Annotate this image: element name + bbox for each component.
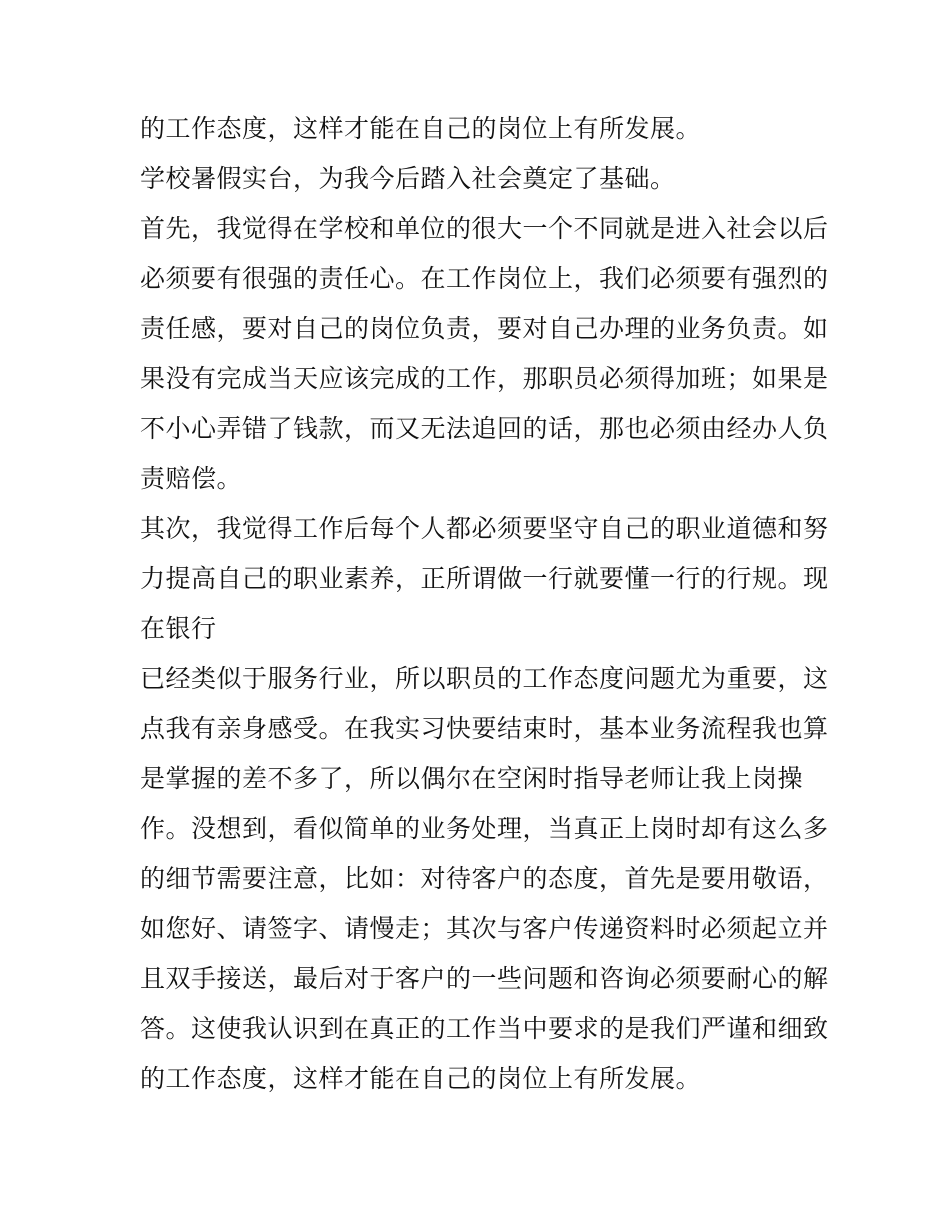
text-line: 不小心弄错了钱款，而又无法追回的话，那也必须由经办人负	[140, 414, 829, 443]
text-line: 责任感，要对自己的岗位负责，要对自己办理的业务负责。如	[140, 314, 829, 343]
text-line: 首先，我觉得在学校和单位的很大一个不同就是进入社会以后	[140, 214, 829, 243]
text-line: 是掌握的差不多了，所以偶尔在空闲时指导老师让我上岗操	[140, 764, 804, 793]
text-line: 学校暑假实台，为我今后踏入社会奠定了基础。	[140, 164, 676, 193]
text-line: 答。这使我认识到在真正的工作当中要求的是我们严谨和细致	[140, 1014, 829, 1043]
text-line: 果没有完成当天应该完成的工作，那职员必须得加班；如果是	[140, 364, 829, 393]
text-line: 点我有亲身感受。在我实习快要结束时，基本业务流程我也算	[140, 714, 829, 743]
text-line: 的工作态度，这样才能在自己的岗位上有所发展。	[140, 1064, 702, 1093]
document-body	[140, 104, 829, 1104]
text-line: 在银行	[140, 614, 217, 643]
text-line: 必须要有很强的责任心。在工作岗位上，我们必须要有强烈的	[140, 264, 829, 293]
text-line: 已经类似于服务行业，所以职员的工作态度问题尤为重要，这	[140, 664, 829, 693]
text-line: 力提高自己的职业素养，正所谓做一行就要懂一行的行规。现	[140, 564, 829, 593]
text-line: 的细节需要注意，比如：对待客户的态度，首先是要用敬语，	[140, 864, 829, 893]
text-line: 责赔偿。	[140, 464, 243, 493]
text-line: 其次，我觉得工作后每个人都必须要坚守自己的职业道德和努	[140, 514, 829, 543]
text-line: 且双手接送，最后对于客户的一些问题和咨询必须要耐心的解	[140, 964, 829, 993]
text-line: 作。没想到，看似简单的业务处理，当真正上岗时却有这么多	[140, 814, 829, 843]
text-line: 的工作态度，这样才能在自己的岗位上有所发展。	[140, 114, 702, 143]
text-line: 如您好、请签字、请慢走；其次与客户传递资料时必须起立并	[140, 914, 829, 943]
